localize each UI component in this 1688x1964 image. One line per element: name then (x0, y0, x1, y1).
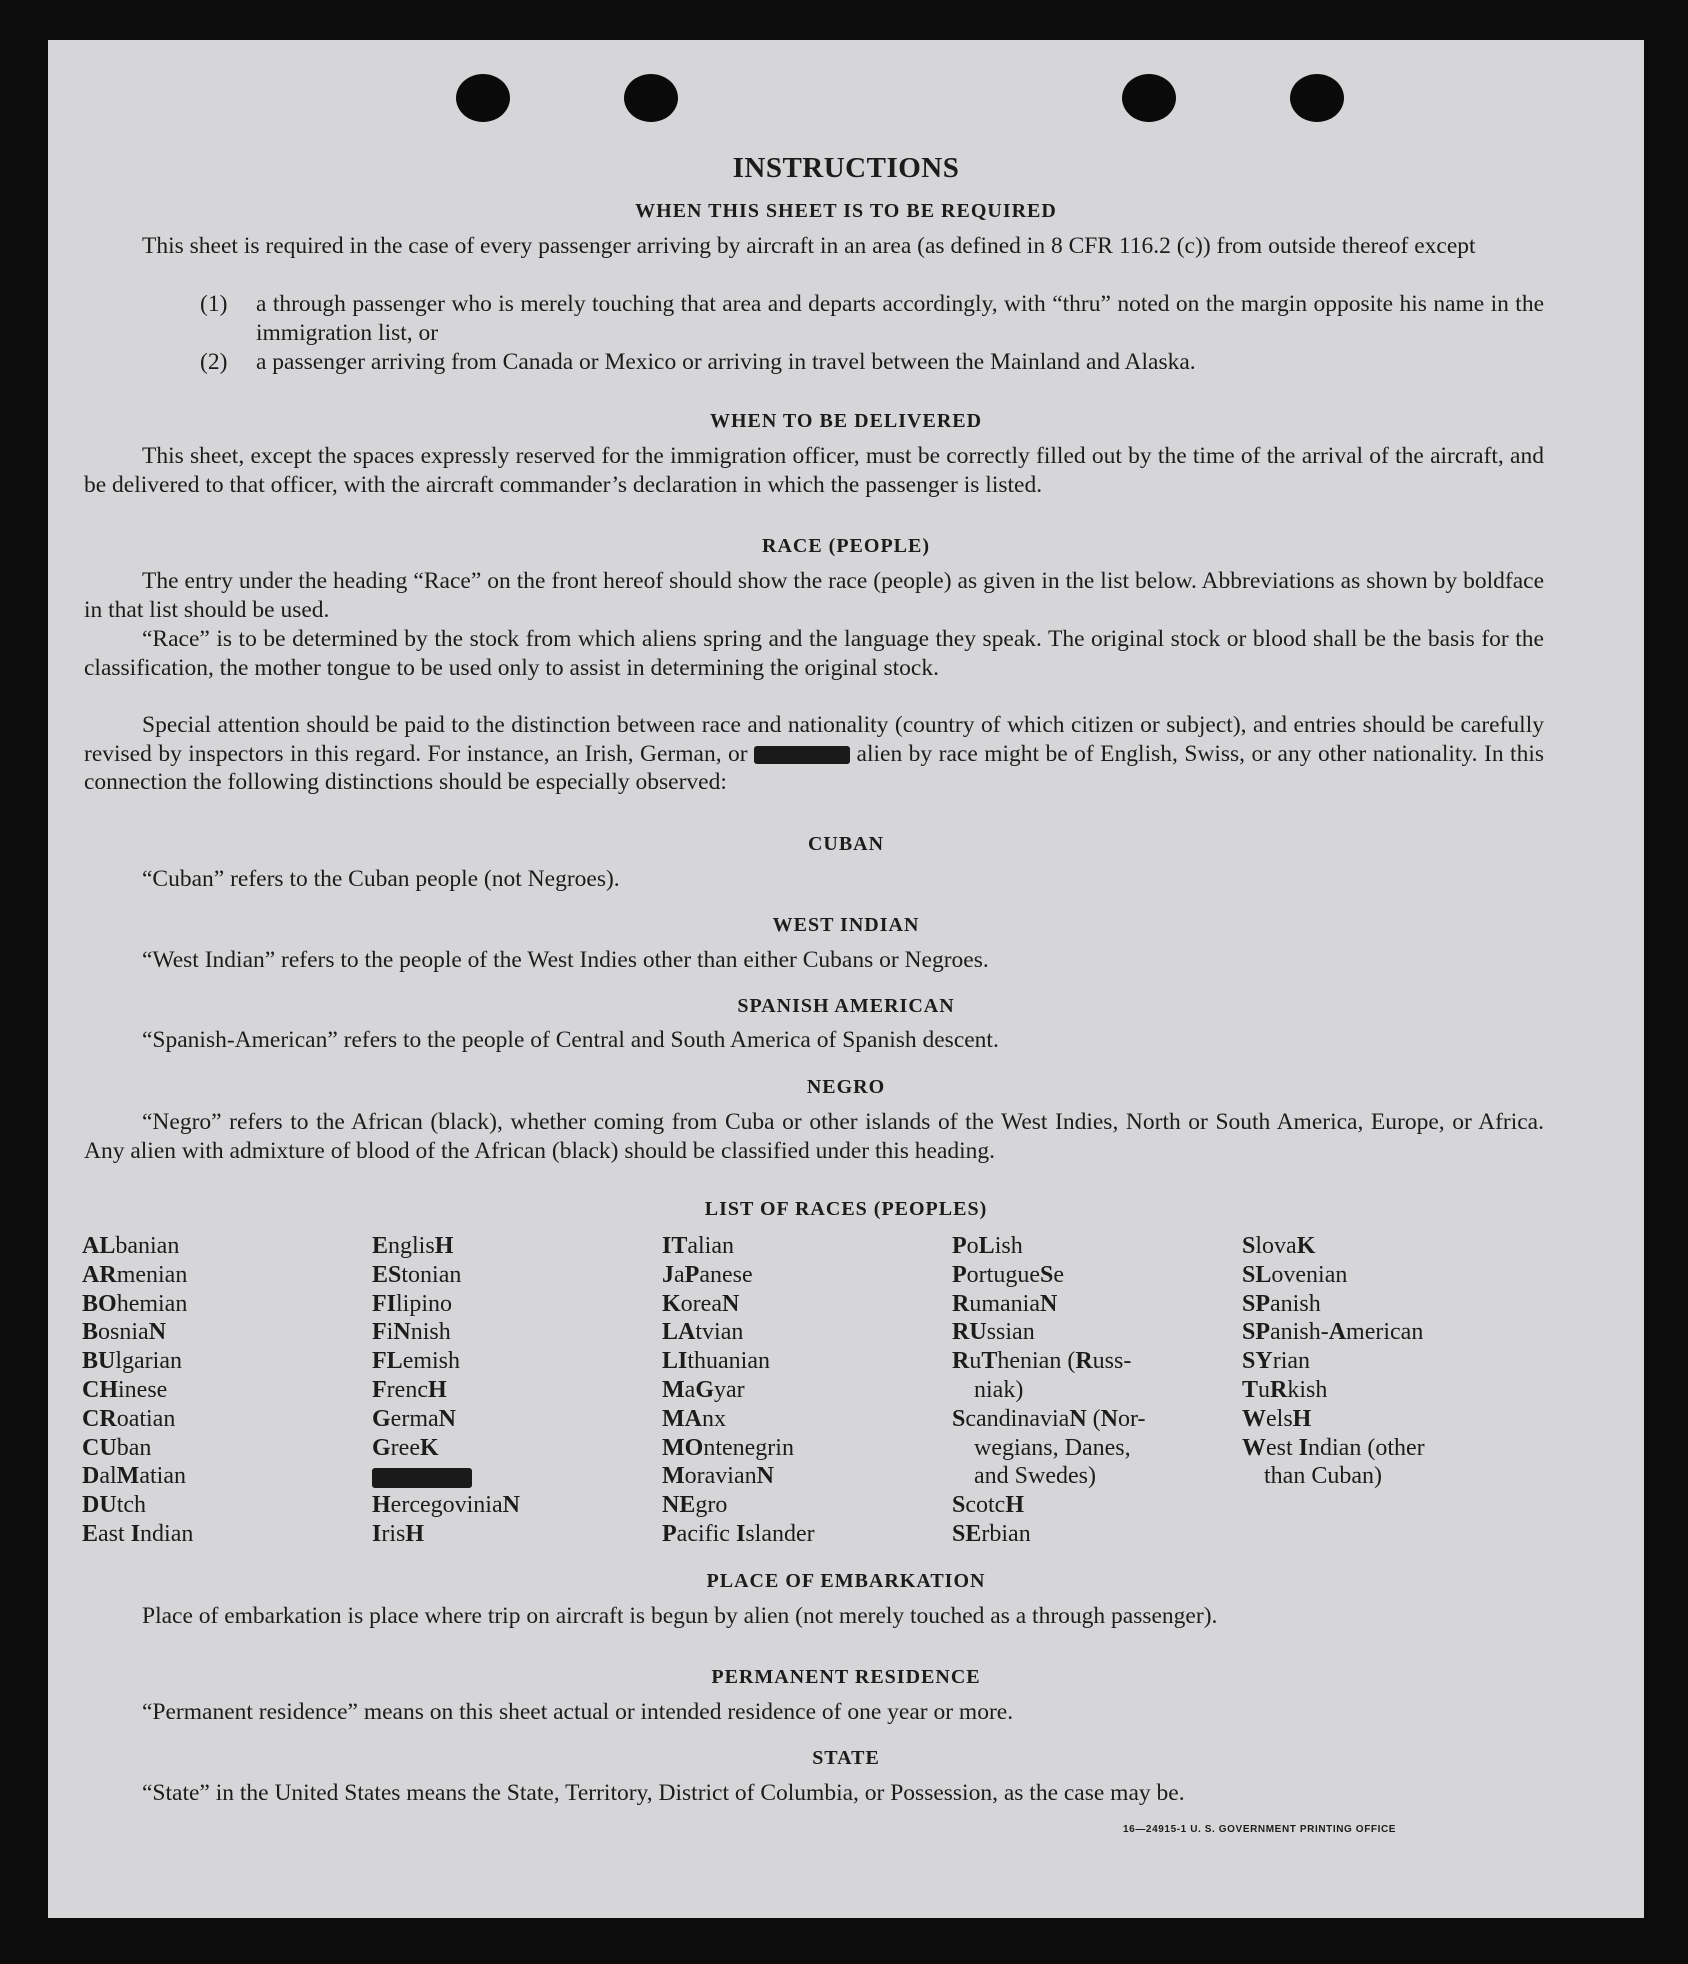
item-number: (2) (200, 349, 228, 375)
race-item: FIlipino (372, 1290, 453, 1317)
race-item: SYrian (1242, 1348, 1311, 1375)
paragraph-race-3 (84, 711, 1544, 797)
punch-hole (624, 74, 678, 122)
paragraph-race-1 (84, 567, 1544, 624)
race-item: PoLish (952, 1233, 1023, 1259)
race-item: SPanish (1242, 1290, 1321, 1317)
race-item: CHinese (82, 1376, 168, 1403)
paragraph-negro (84, 1108, 1544, 1165)
race-item: GreeK (372, 1434, 439, 1461)
race-item: DalMatian (82, 1463, 186, 1490)
document-page (48, 40, 1644, 1918)
race-item-continuation: than Cuban) (1264, 1463, 1382, 1490)
race-item: FrencH (372, 1376, 447, 1403)
race-item: BUlgarian (82, 1348, 182, 1375)
race-item: CUban (82, 1434, 152, 1461)
race-item: JaPanese (662, 1261, 753, 1288)
race-item: East Indian (82, 1520, 194, 1547)
race-item: KoreaN (662, 1290, 740, 1317)
races-column-5 (1242, 1232, 1425, 1491)
punch-hole (1122, 74, 1176, 122)
paragraph-residence (84, 1698, 1544, 1727)
races-column-3 (662, 1232, 815, 1549)
text: “West Indian” refers to the people of the West Indies other than either Cubans or Negroes. (142, 947, 989, 973)
race-item: BosniaN (82, 1319, 167, 1346)
race-item: ScotcH (952, 1492, 1025, 1519)
heading-race: RACE (PEOPLE) (762, 535, 930, 557)
heading-when-required: WHEN THIS SHEET IS TO BE REQUIRED (635, 200, 1057, 222)
race-item: Pacific Islander (662, 1520, 815, 1547)
race-item: DUtch (82, 1492, 147, 1519)
races-column-2 (372, 1232, 520, 1549)
race-item: IrisH (372, 1520, 425, 1547)
paragraph-state (84, 1779, 1544, 1808)
item-number: (1) (200, 291, 228, 317)
race-item: LAtvian (662, 1319, 744, 1346)
race-item: ARmenian (82, 1261, 188, 1288)
item-text: a through passenger who is merely touching that area and departs accordingly, with “thru” noted on the margin opposite his name in the immigration list, or (256, 291, 1544, 346)
race-item: PortugueSe (952, 1261, 1064, 1288)
heading-state: STATE (812, 1747, 880, 1769)
paragraph-when-delivered (84, 442, 1544, 499)
paragraph-when-required (84, 232, 1544, 261)
race-item: FiNnish (372, 1319, 451, 1346)
races-column-1 (82, 1232, 193, 1549)
text: This sheet, except the spaces expressly reserved for the immigration officer, must be correctly filled out by the time of the arrival of the aircraft, and be delivered to that officer, with the aircraft commander’s declaration in which the passenger is listed. (84, 443, 1544, 498)
race-item: SErbian (952, 1520, 1031, 1547)
text: Place of embarkation is place where trip on aircraft is begun by alien (not merely touched as a through passenger). (142, 1603, 1218, 1629)
race-item: BOhemian (82, 1290, 188, 1317)
page-title: INSTRUCTIONS (732, 152, 960, 184)
race-item: ITalian (662, 1233, 734, 1259)
race-item: LIthuanian (662, 1348, 770, 1375)
race-item: MaGyar (662, 1376, 745, 1403)
race-item: RumaniaN (952, 1290, 1058, 1317)
race-item-continuation: niak) (974, 1376, 1024, 1403)
text: “Cuban” refers to the Cuban people (not Negroes). (142, 866, 620, 892)
heading-list-of-races: LIST OF RACES (PEOPLES) (704, 1198, 988, 1220)
list-item (200, 290, 1544, 347)
paragraph-cuban (84, 865, 1544, 894)
heading-west-indian: WEST INDIAN (772, 914, 920, 936)
heading-cuban: CUBAN (807, 833, 885, 855)
punch-hole (1290, 74, 1344, 122)
heading-when-delivered: WHEN TO BE DELIVERED (709, 410, 983, 432)
text: This sheet is required in the case of every passenger arriving by aircraft in an area (as defined in 8 CFR 116.2 (c)) from outside thereof except (142, 233, 1476, 259)
race-item: MoravianN (662, 1463, 774, 1490)
races-column-4 (952, 1232, 1146, 1549)
text: Special attention should be paid to the distinction between race and nationality (country of which citizen or subject), and entries should be carefully revised by inspectors in this regard. For instance, an Irish, German, or (84, 712, 1544, 767)
race-item: RuThenian (Russ- (952, 1348, 1132, 1375)
text: The entry under the heading “Race” on the front hereof should show the race (people) as given in the list below. Abbreviations as shown by boldface in that list should be used. (84, 568, 1544, 623)
race-item: TuRkish (1242, 1376, 1328, 1403)
heading-negro: NEGRO (806, 1076, 886, 1098)
heading-spanish-american: SPANISH AMERICAN (737, 995, 955, 1017)
race-item: NEgro (662, 1492, 728, 1519)
text: “State” in the United States means the State, Territory, District of Columbia, or Possession, as the case may be. (142, 1780, 1185, 1806)
race-item: EnglisH (372, 1233, 454, 1259)
text: alien by race might be of English, Swiss, or any other nationality. In this connection the following distinctions should be especially observed: (84, 740, 1544, 795)
race-item-continuation: and Swedes) (974, 1463, 1096, 1490)
race-item: CRoatian (82, 1405, 176, 1432)
paragraph-spanish-american (84, 1026, 1544, 1055)
punch-hole (456, 74, 510, 122)
race-item: RUssian (952, 1319, 1035, 1346)
text: “Spanish-American” refers to the people of Central and South America of Spanish descent. (142, 1027, 999, 1053)
paragraph-race-2 (84, 625, 1544, 682)
race-item: EStonian (372, 1261, 462, 1288)
race-item: SlovaK (1242, 1233, 1316, 1259)
paragraph-embarkation (84, 1602, 1544, 1631)
text: “Permanent residence” means on this sheet actual or intended residence of one year or more. (142, 1699, 1014, 1725)
redaction-mark (754, 746, 850, 764)
race-item: SLovenian (1242, 1261, 1348, 1288)
race-item: West Indian (other (1242, 1434, 1425, 1461)
printer-imprint: 16—24915-1 U. S. GOVERNMENT PRINTING OFFICE (1123, 1824, 1397, 1835)
heading-permanent-residence: PERMANENT RESIDENCE (711, 1666, 981, 1688)
race-item: SPanish-American (1242, 1319, 1424, 1346)
heading-place-of-embarkation: PLACE OF EMBARKATION (706, 1570, 986, 1592)
race-item: ALbanian (82, 1233, 180, 1259)
race-item: HercegoviniaN (372, 1492, 520, 1519)
text: “Negro” refers to the African (black), whether coming from Cuba or other islands of the West Indies, North or South America, Europe, or Africa. Any alien with admixture of blood of the African (black) should be classified under this heading. (84, 1109, 1544, 1164)
item-text: a passenger arriving from Canada or Mexico or arriving in travel between the Mainland and Alaska. (256, 349, 1196, 375)
race-item: WelsH (1242, 1405, 1312, 1432)
race-item: MAnx (662, 1405, 726, 1432)
race-item: GermaN (372, 1405, 456, 1432)
race-item: MOntenegrin (662, 1434, 794, 1461)
text: “Race” is to be determined by the stock from which aliens spring and the language they speak. The original stock or blood shall be the basis for the classification, the mother tongue to be used only to assist in determining the original stock. (84, 626, 1544, 681)
paragraph-west-indian (84, 946, 1544, 975)
race-item: ScandinaviaN (Nor- (952, 1405, 1146, 1432)
race-item: FLemish (372, 1348, 461, 1375)
race-item-continuation: wegians, Danes, (974, 1434, 1131, 1461)
race-item-redacted (372, 1462, 520, 1491)
list-item (200, 348, 1544, 377)
redaction-mark (372, 1468, 472, 1488)
